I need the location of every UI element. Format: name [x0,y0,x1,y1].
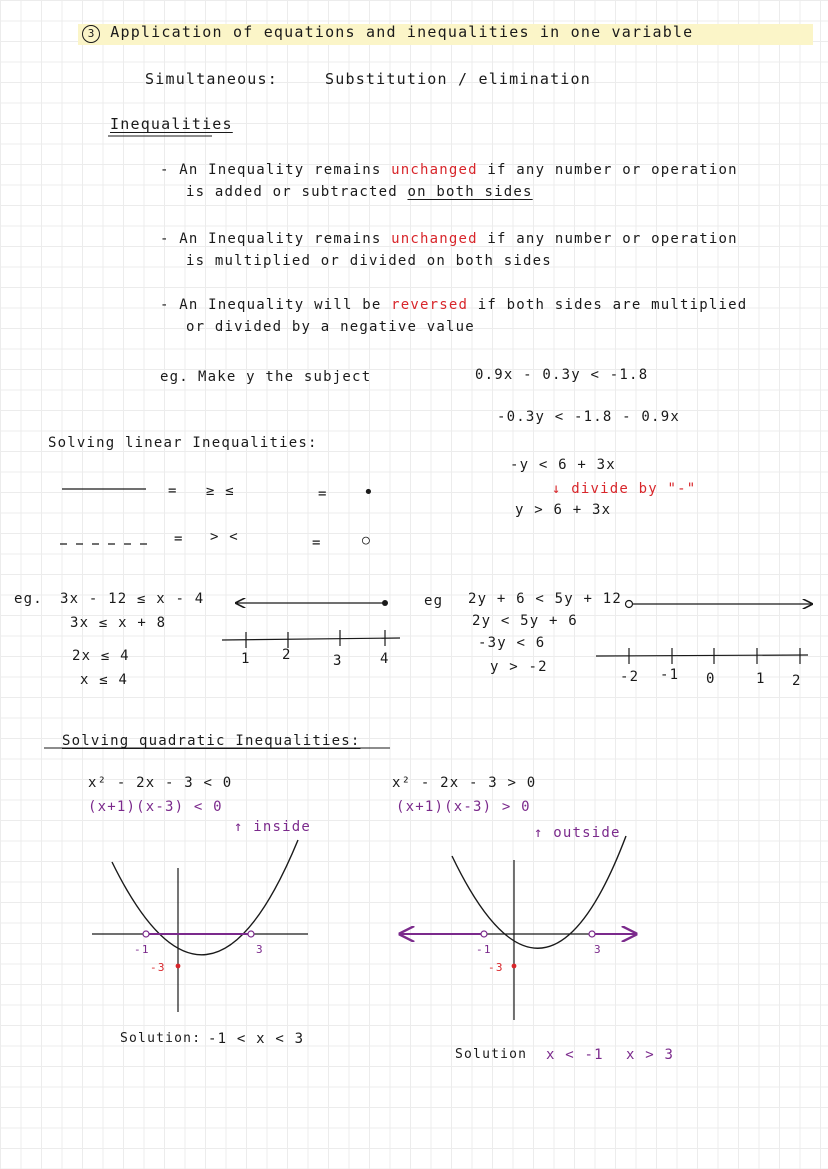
quad-right-solution-b: x > 3 [626,1047,675,1063]
example-step-3: -y < 6 + 3x [510,457,616,473]
ex1-axis [222,638,400,640]
example-prefix: eg. [160,369,189,385]
ex1-tick-label-1: 1 [241,651,251,667]
right-root-2 [589,931,595,937]
ex1-tick-label-2: 2 [282,647,292,663]
eg-label-1: eg. [14,591,43,607]
quad-right-intercept: -3 [488,961,504,974]
inequalities-heading: Inequalities [110,115,233,133]
quad-left-solution-label: Solution: [120,1031,202,1046]
quad-left-factored: (x+1)(x-3) < 0 [88,799,223,815]
left-root-2 [248,931,254,937]
quad-left-eq: x² - 2x - 3 < 0 [88,775,233,791]
linear-ex2-step-3: -3y < 6 [478,635,546,651]
linear-ex1-step-1: 3x - 12 ≤ x - 4 [60,591,205,607]
rule-2-line-2: is multiplied or divided on both sides [186,253,552,269]
ex2-open-dot [626,601,633,608]
quad-right-root2: 3 [594,943,602,956]
linear-ex1-step-4: x ≤ 4 [80,672,129,688]
key-solid-dot: • [363,482,376,503]
quad-left-root2: 3 [256,943,264,956]
ex2-tick-label-2: -1 [660,667,680,683]
quad-right-solution-a: x < -1 [546,1047,604,1063]
quad-right-note: ↑ outside [534,825,621,841]
ex2-tick-label-3: 0 [706,671,716,687]
key-dashed-eq: = [174,531,184,547]
quad-left-intercept: -3 [150,961,166,974]
rule-3-line-1: - An Inequality will be reversed if both sides are multiplied [160,297,748,313]
linear-ex2-step-1: 2y + 6 < 5y + 12 [468,591,623,607]
linear-ex2-step-4: y > -2 [490,659,548,675]
quad-right-factored: (x+1)(x-3) > 0 [396,799,531,815]
quad-right-root1: -1 [476,943,492,956]
linear-ex1-step-3: 2x ≤ 4 [72,648,130,664]
linear-ex2-step-2: 2y < 5y + 6 [472,613,578,629]
section-number: 3 [82,25,100,43]
eg-label-2: eg [424,593,444,609]
example-step-2: -0.3y < -1.8 - 0.9x [497,409,680,425]
left-root-1 [143,931,149,937]
key-open-dot: ○ [362,533,372,548]
example-step-1: 0.9x - 0.3y < -1.8 [475,367,649,383]
rule-3-line-2: or divided by a negative value [186,319,475,335]
page-title: Application of equations and inequalities in one variable [110,23,694,41]
quad-right-solution-label: Solution [455,1047,528,1062]
key-solid-eq: = [168,483,178,499]
left-intercept [176,964,181,969]
ex2-tick-label-5: 2 [792,673,802,689]
right-parabola [452,836,626,948]
ex2-tick-label-4: 1 [756,671,766,687]
ex1-closed-dot [382,600,388,606]
ex1-tick-label-3: 3 [333,653,343,669]
example-note: ↓ divide by "-" [552,481,697,497]
example-step-4: y > 6 + 3x [515,502,612,518]
ex2-tick-label-1: -2 [620,669,640,685]
key-solid-eq2: = [318,486,328,502]
right-intercept [512,964,517,969]
quad-left-note: ↑ inside [234,819,312,835]
left-parabola [112,840,298,955]
quadratic-heading: Solving quadratic Inequalities: [62,733,361,749]
quad-left-root1: -1 [134,943,150,956]
right-root-1 [481,931,487,937]
rule-1-line-1: - An Inequality remains unchanged if any number or operation [160,162,738,178]
simultaneous-label: Simultaneous: [145,70,278,88]
simultaneous-methods: Substitution / elimination [325,70,591,88]
key-solid-symbols: ≥ ≤ [206,483,235,499]
key-dashed-symbols: > < [210,529,239,545]
quad-right-eq: x² - 2x - 3 > 0 [392,775,537,791]
linear-ex1-step-2: 3x ≤ x + 8 [70,615,167,631]
key-dashed-eq2: = [312,535,322,551]
ex1-tick-label-4: 4 [380,651,390,667]
quad-left-solution: -1 < x < 3 [208,1031,305,1047]
ex2-axis [596,655,808,656]
rule-2-line-1: - An Inequality remains unchanged if any number or operation [160,231,738,247]
example-instruction: Make y the subject [198,369,372,385]
linear-heading: Solving linear Inequalities: [48,435,318,451]
rule-1-line-2: is added or subtracted on both sides [186,184,533,200]
